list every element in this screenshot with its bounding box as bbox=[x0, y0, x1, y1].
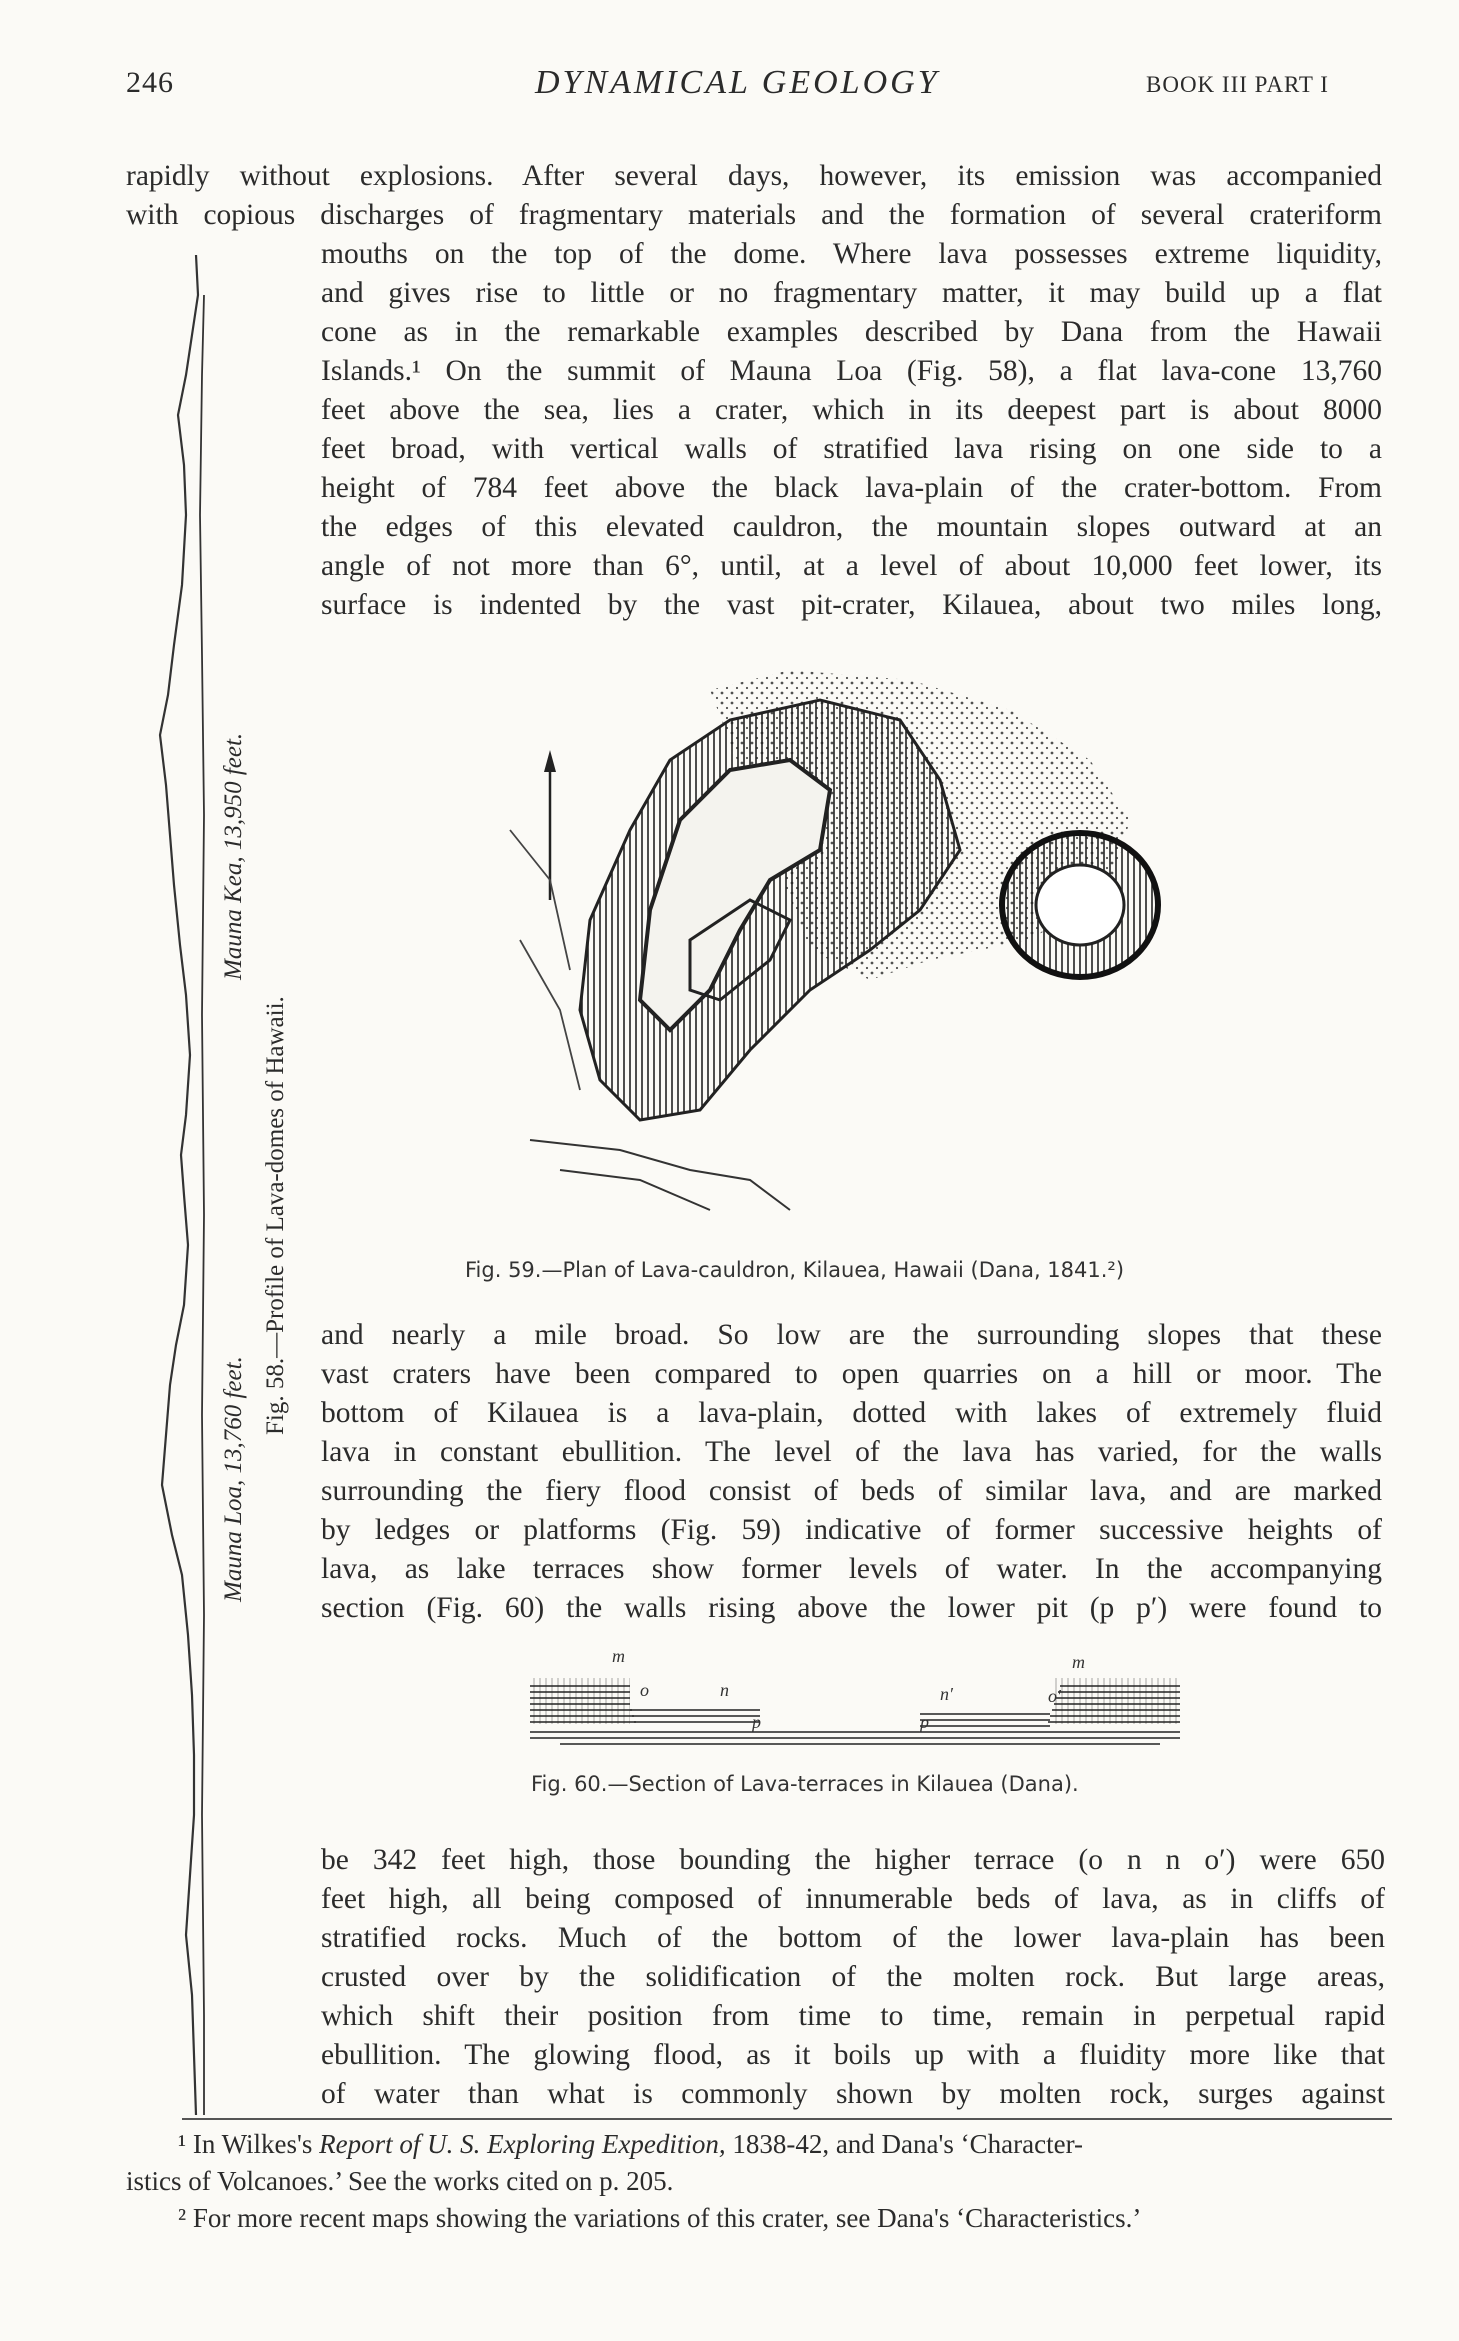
text-line: of water than what is commonly shown by molten rock, surges against bbox=[321, 2078, 1385, 2110]
fig60-label-n: n bbox=[720, 1680, 729, 1700]
fig60-caption: Fig. 60.—Section of Lava-terraces in Kilauea (Dana). bbox=[531, 1772, 1079, 1796]
text-line: lava, as lake terraces show former levels of water. In the accompanying bbox=[321, 1553, 1382, 1585]
footnote-2-text: For more recent maps showing the variations of this crater, see Dana's ‘Characteristics.’ bbox=[192, 2203, 1142, 2233]
text-line: Islands.¹ On the summit of Mauna Loa (Fig. 58), a flat lava-cone 13,760 bbox=[321, 355, 1382, 387]
text-line: rapidly without explosions. After several days, however, its emission was accompanied bbox=[126, 160, 1382, 192]
lava-dome-profile-figure bbox=[126, 255, 206, 2115]
paragraph-1-top bbox=[126, 157, 1382, 235]
paragraph-1-narrow bbox=[321, 235, 1382, 625]
text-line: the edges of this elevated cauldron, the mountain slopes outward at an bbox=[321, 511, 1382, 543]
fig60-label-p: p bbox=[752, 1712, 761, 1732]
fig60-label-p-right: p bbox=[920, 1712, 929, 1732]
lower-pit-floor bbox=[530, 1732, 1180, 1744]
profile-left-line bbox=[160, 255, 198, 2115]
profile-right-line bbox=[200, 295, 204, 2115]
text-line: cone as in the remarkable examples described by Dana from the Hawaii bbox=[321, 316, 1382, 348]
section-header: BOOK III PART I bbox=[1146, 72, 1329, 97]
text-line: angle of not more than 6°, until, at a level of about 10,000 feet lower, its bbox=[321, 550, 1382, 582]
terrace-right-mid bbox=[920, 1714, 1050, 1726]
text-line: ebullition. The glowing flood, as it boils up with a fluidity more like that bbox=[321, 2039, 1385, 2071]
fig60-label-n-prime: n′ bbox=[940, 1684, 953, 1704]
text-line: which shift their position from time to time, remain in perpetual rapid bbox=[321, 2000, 1385, 2032]
running-title: DYNAMICAL GEOLOGY bbox=[535, 64, 940, 101]
fig60-label-m-right: m bbox=[1072, 1652, 1085, 1672]
text-line: height of 784 feet above the black lava-plain of the crater-bottom. From bbox=[321, 472, 1382, 504]
text-line: feet broad, with vertical walls of stratified lava rising on one side to a bbox=[321, 433, 1382, 465]
text-line: and nearly a mile broad. So low are the surrounding slopes that these bbox=[321, 1319, 1382, 1351]
footnote-1-pre: In Wilkes's bbox=[192, 2129, 313, 2159]
text-line: be 342 feet high, those bounding the higher terrace (o n n o′) were 650 bbox=[321, 1844, 1385, 1876]
text-line: lava in constant ebullition. The level of the lava has varied, for the walls bbox=[321, 1436, 1382, 1468]
text-line: and gives rise to little or no fragmentary matter, it may build up a flat bbox=[321, 277, 1382, 309]
lava-terrace-section-figure bbox=[520, 1648, 1190, 1754]
page-number: 246 bbox=[126, 66, 174, 99]
mauna-loa-label: Mauna Loa, 13,760 feet. bbox=[220, 1356, 247, 1602]
footnote-marker: ² bbox=[178, 2203, 187, 2233]
footnote-marker: ¹ bbox=[178, 2129, 187, 2159]
fig60-label-o-prime: o′ bbox=[1048, 1686, 1061, 1706]
text-line: crusted over by the solidification of the molten rock. But large areas, bbox=[321, 1961, 1385, 1993]
text-line: surrounding the fiery flood consist of beds of similar lava, and are marked bbox=[321, 1475, 1382, 1507]
text-line: bottom of Kilauea is a lava-plain, dotted with lakes of extremely fluid bbox=[321, 1397, 1382, 1429]
cauldron-outflow bbox=[530, 1140, 790, 1210]
footnote-1-line2: istics of Volcanoes.’ See the works cited on p. 205. bbox=[126, 2166, 674, 2196]
text-line: with copious discharges of fragmentary materials and the formation of several crateriform bbox=[126, 199, 1382, 231]
text-line: stratified rocks. Much of the bottom of the lower lava-plain has been bbox=[321, 1922, 1385, 1954]
north-arrow bbox=[544, 750, 556, 900]
fig58-caption: Fig. 58.—Profile of Lava-domes of Hawaii. bbox=[262, 996, 289, 1435]
text-line: surface is indented by the vast pit-crater, Kilauea, about two miles long, bbox=[321, 589, 1382, 621]
footnote-rule bbox=[182, 2118, 1392, 2120]
fig60-label-o: o bbox=[640, 1680, 649, 1700]
lava-cauldron-plan-figure bbox=[490, 650, 1230, 1240]
text-line: by ledges or platforms (Fig. 59) indicative of former successive heights of bbox=[321, 1514, 1382, 1546]
fig59-caption: Fig. 59.—Plan of Lava-cauldron, Kilauea, Hawaii (Dana, 1841.²) bbox=[465, 1258, 1125, 1282]
text-line: feet above the sea, lies a crater, which in its deepest part is about 8000 bbox=[321, 394, 1382, 426]
footnote-1 bbox=[126, 2126, 1386, 2200]
fig60-label-m: m bbox=[612, 1648, 625, 1666]
footnote-2 bbox=[178, 2200, 1388, 2237]
terrace-left-mid bbox=[630, 1710, 760, 1722]
text-line: mouths on the top of the dome. Where lava possesses extreme liquidity, bbox=[321, 238, 1382, 270]
text-line: section (Fig. 60) the walls rising above the lower pit (p p′) were found to bbox=[321, 1592, 1382, 1624]
mauna-kea-label: Mauna Kea, 13,950 feet. bbox=[220, 732, 247, 980]
text-line: feet high, all being composed of innumerable beds of lava, as in cliffs of bbox=[321, 1883, 1385, 1915]
footnote-1-title: Report of U. S. Exploring Expedition, bbox=[319, 2129, 726, 2159]
paragraph-3 bbox=[321, 1841, 1385, 2114]
text-line: vast craters have been compared to open quarries on a hill or moor. The bbox=[321, 1358, 1382, 1390]
paragraph-2 bbox=[321, 1316, 1382, 1628]
footnote-1-post: 1838-42, and Dana's ‘Character- bbox=[732, 2129, 1084, 2159]
